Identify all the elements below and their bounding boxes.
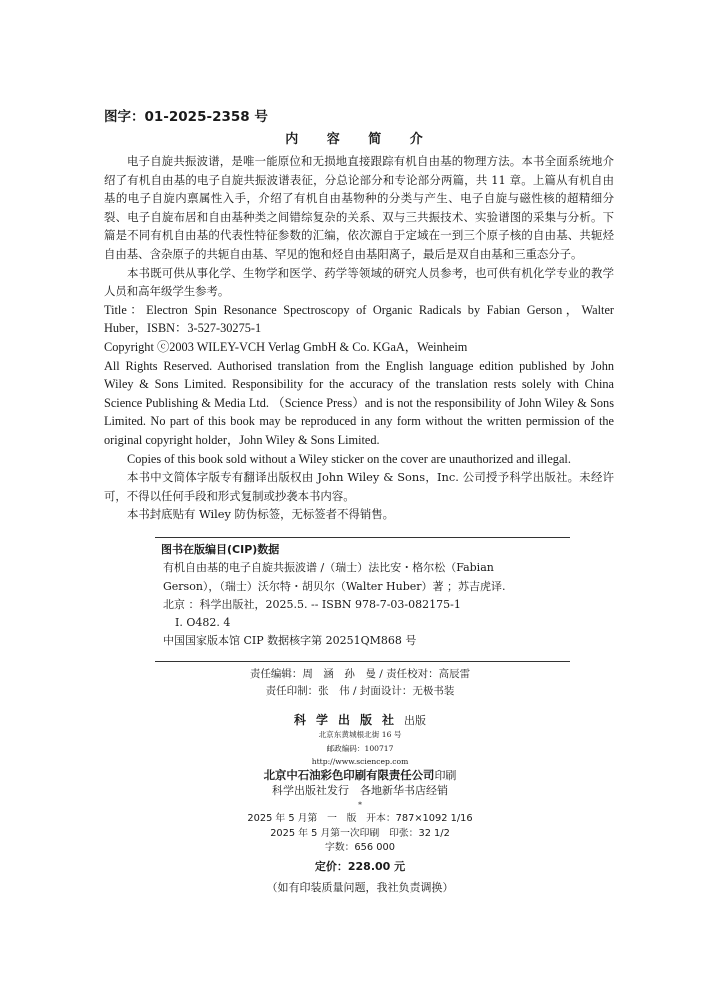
distribution-line: 科学出版社发行 各地新华书店经销 — [272, 784, 448, 797]
edition-line: 2025 年 5 月第一次印刷 印张：32 1/2 — [270, 827, 450, 839]
printer-block — [0, 768, 720, 812]
rights-paragraph: All Rights Reserved. Authorised translation from the English language edition published by John Wiley & Sons Limited. Responsibility for the accuracy of the translation rests solely with China Science Publishing & Media Ltd. （Science Press）and is not the responsibility of John Wiley & Sons Limited. No part of this book may be reproduced in any form without the written permission of the original copyright holder，John Wiley & Sons Limited. — [104, 358, 614, 447]
printer-suffix: 印刷 — [434, 769, 457, 782]
publisher-website: http://www.sciencep.com — [311, 757, 409, 766]
price: 定价：228.00 元 — [314, 860, 406, 873]
label-paragraph: 本书封底贴有 Wiley 防伪标签，无标签者不得销售。 — [127, 507, 395, 522]
registration-number: 图字：01-2025-2358 号 — [104, 109, 268, 125]
cip-line: Gerson），（瑞士）沃尔特・胡贝尔（Walter Huber）著 ；苏吉虎译. — [163, 579, 506, 593]
editor-line: 责任编辑：周 涵 孙 曼 / 责任校对：高辰雷 — [249, 668, 471, 680]
summary-paragraph-1: 电子自旋共振波谱，是唯一能原位和无损地直接跟踪有机自由基的物理方法。本书全面系统地介绍了有机自由基的电子自旋共振波谱表征，分总论部分和专论部分两篇，共 11 章。上篇从有机自由基的电子自旋内禀属性入手，介绍了有机自由基物种的分类与产生、电子自旋与磁性核的超精细分裂、电子自旋布居和自由基种类之间错综复杂的关系、双与三共振技术、实验谱图的采集与分析。下篇是不同有机自由基的代表性特征参数的汇编，依次源自于定域在一到三个原子核的自由基、共轭烃自由基、含杂原子的共轭自由基、罕见的饱和烃自由基阳离子，最后是双自由基和三重态分子。 — [104, 154, 614, 261]
cip-heading: 图书在版编目(CIP)数据 — [161, 543, 280, 556]
license-paragraph: 本书中文简体字版专有翻译出版权由 John Wiley & Sons，Inc. 公司授予科学出版社。未经许可，不得以任何手段和形式复制或抄袭本书内容。 — [104, 470, 614, 503]
printer-name: 北京中石油彩色印刷有限责任公司 — [263, 768, 435, 782]
summary-paragraph-2: 本书既可供从事化学、生物学和医学、药学等领域的研究人员参考，也可供有机化学专业的教学人员和高年级学生参考。 — [104, 265, 614, 299]
editor-line: 责任印制：张 伟 / 封面设计：无极书装 — [265, 685, 455, 697]
publisher-name: 科学出版社 — [293, 713, 404, 727]
cip-line: 北京 ：科学出版社，2025.5. -- ISBN 978-7-03-082175-1 — [163, 597, 461, 611]
cip-line: 中国国家版本馆 CIP 数据核字第 20251QM868 号 — [163, 634, 417, 648]
publisher-suffix: 出版 — [404, 714, 426, 727]
cip-line: Ⅰ. O482. 4 — [175, 616, 231, 630]
publisher-address: 北京东黄城根北街 16 号 — [318, 730, 402, 739]
publisher-postcode: 邮政编码：100717 — [326, 743, 394, 753]
cip-line: 有机自由基的电子自旋共振波谱 /（瑞士）法比安・格尔松（Fabian — [163, 561, 494, 575]
original-title-line: Title：Electron Spin Resonance Spectroscopy of Organic Radicals by Fabian Gerson，Walter Huber，ISBN：3-527-30275-1 — [104, 302, 614, 336]
copyright-line: Copyright ⓒ2003 WILEY-VCH Verlag GmbH & Co. KGaA，Weinheim — [104, 339, 468, 354]
summary-body — [104, 152, 614, 524]
edition-info — [0, 812, 720, 856]
publisher-block — [0, 711, 720, 769]
summary-title: 内 容 简 介 — [285, 132, 435, 147]
sticker-line: Copies of this book sold without a Wiley sticker on the cover are unauthorized and illegal. — [127, 451, 571, 466]
quality-note: （如有印装质量问题，我社负责调换） — [266, 881, 454, 894]
cip-data-box — [155, 537, 570, 662]
edition-line: 2025 年 5 月第 一 版 开本：787×1092 1/16 — [247, 813, 473, 824]
edition-line: 字数：656 000 — [325, 842, 395, 853]
editor-credits — [0, 666, 720, 700]
separator-star: * — [358, 800, 362, 809]
